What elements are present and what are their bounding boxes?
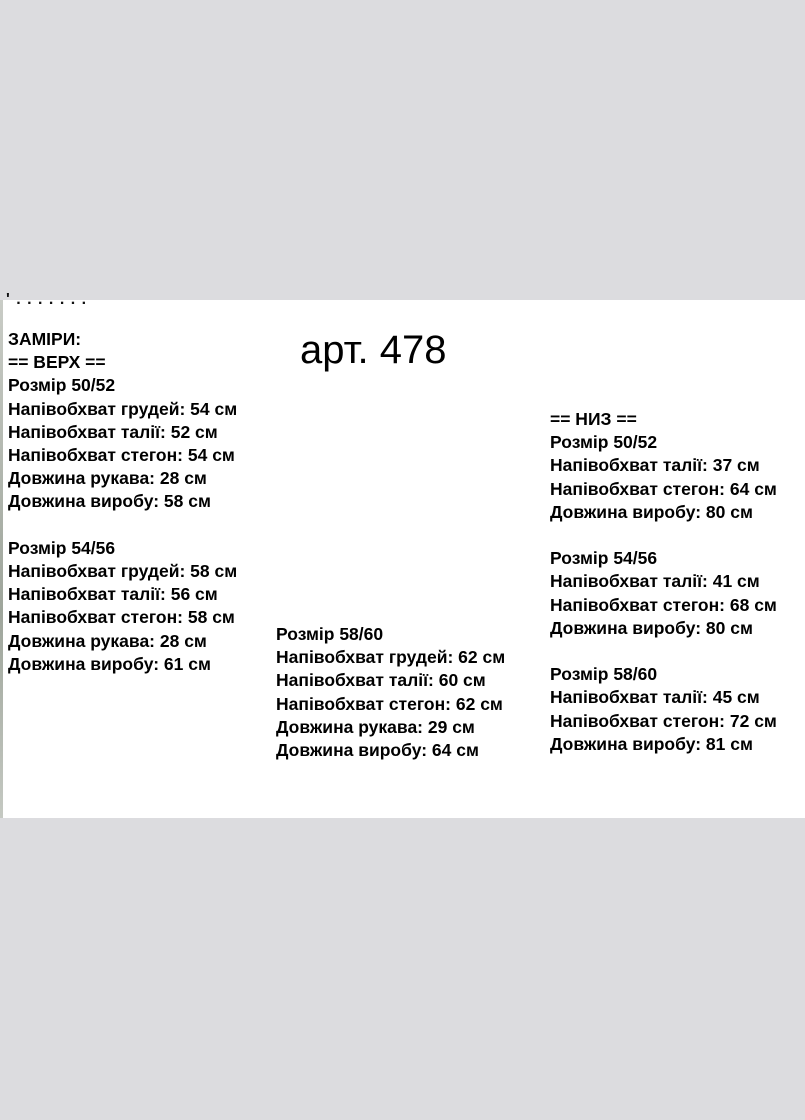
measurement-line: Напівобхват стегон: 58 см [8,607,235,628]
cropped-text-strip: ' . . . . . . . [6,291,88,308]
measurement-line: Напівобхват стегон: 54 см [8,445,235,466]
measurement-line: Напівобхват стегон: 62 см [276,693,503,714]
spacer [550,524,777,547]
article-number: арт. 478 [300,328,447,372]
measurement-line: Напівобхват стегон: 72 см [550,710,777,731]
measurement-line: Довжина рукава: 28 см [8,630,207,651]
spacer [8,514,237,537]
spacer [550,640,777,663]
measurement-line: Довжина виробу: 81 см [550,733,753,754]
measurement-line: Довжина виробу: 64 см [276,740,479,761]
measurement-line: Довжина виробу: 58 см [8,491,211,512]
measurement-line: Напівобхват талії: 37 см [550,455,760,476]
measurement-line: Напівобхват стегон: 64 см [550,478,777,499]
measurement-line: Довжина виробу: 80 см [550,501,753,522]
size-title: Розмір 58/60 [276,624,384,644]
measurements-card [0,291,805,818]
measurements-heading: ЗАМІРИ: [8,329,82,349]
section-top-label: == ВЕРХ == [8,352,106,373]
measurement-line: Напівобхват талії: 45 см [550,687,760,708]
measurement-line: Довжина рукава: 28 см [8,468,207,489]
measurement-line: Напівобхват талії: 52 см [8,421,218,442]
size-title: Розмір 50/52 [550,432,658,453]
measurement-line: Напівобхват грудей: 54 см [8,398,238,419]
measurement-line: Напівобхват талії: 56 см [8,584,218,605]
section-bottom-label: == НИЗ == [550,409,637,429]
size-title: Розмір 54/56 [8,537,116,558]
measurement-line: Напівобхват стегон: 68 см [550,594,777,615]
measurement-line: Довжина рукава: 29 см [276,716,475,737]
measurement-line: Довжина виробу: 61 см [8,653,211,674]
size-title: Розмір 50/52 [8,375,116,396]
size-title: Розмір 54/56 [550,548,658,569]
measurement-line: Напівобхват талії: 41 см [550,571,760,592]
size-title: Розмір 58/60 [550,664,658,685]
measurement-line: Напівобхват грудей: 58 см [8,561,238,582]
column-top-sizes [8,328,237,676]
photo-edge [0,300,3,818]
measurement-line: Напівобхват талії: 60 см [276,670,486,691]
measurement-line: Напівобхват грудей: 62 см [276,647,506,668]
column-bottom-sizes [550,408,777,756]
column-top-size-58-60 [276,623,505,762]
measurement-line: Довжина виробу: 80 см [550,617,753,638]
